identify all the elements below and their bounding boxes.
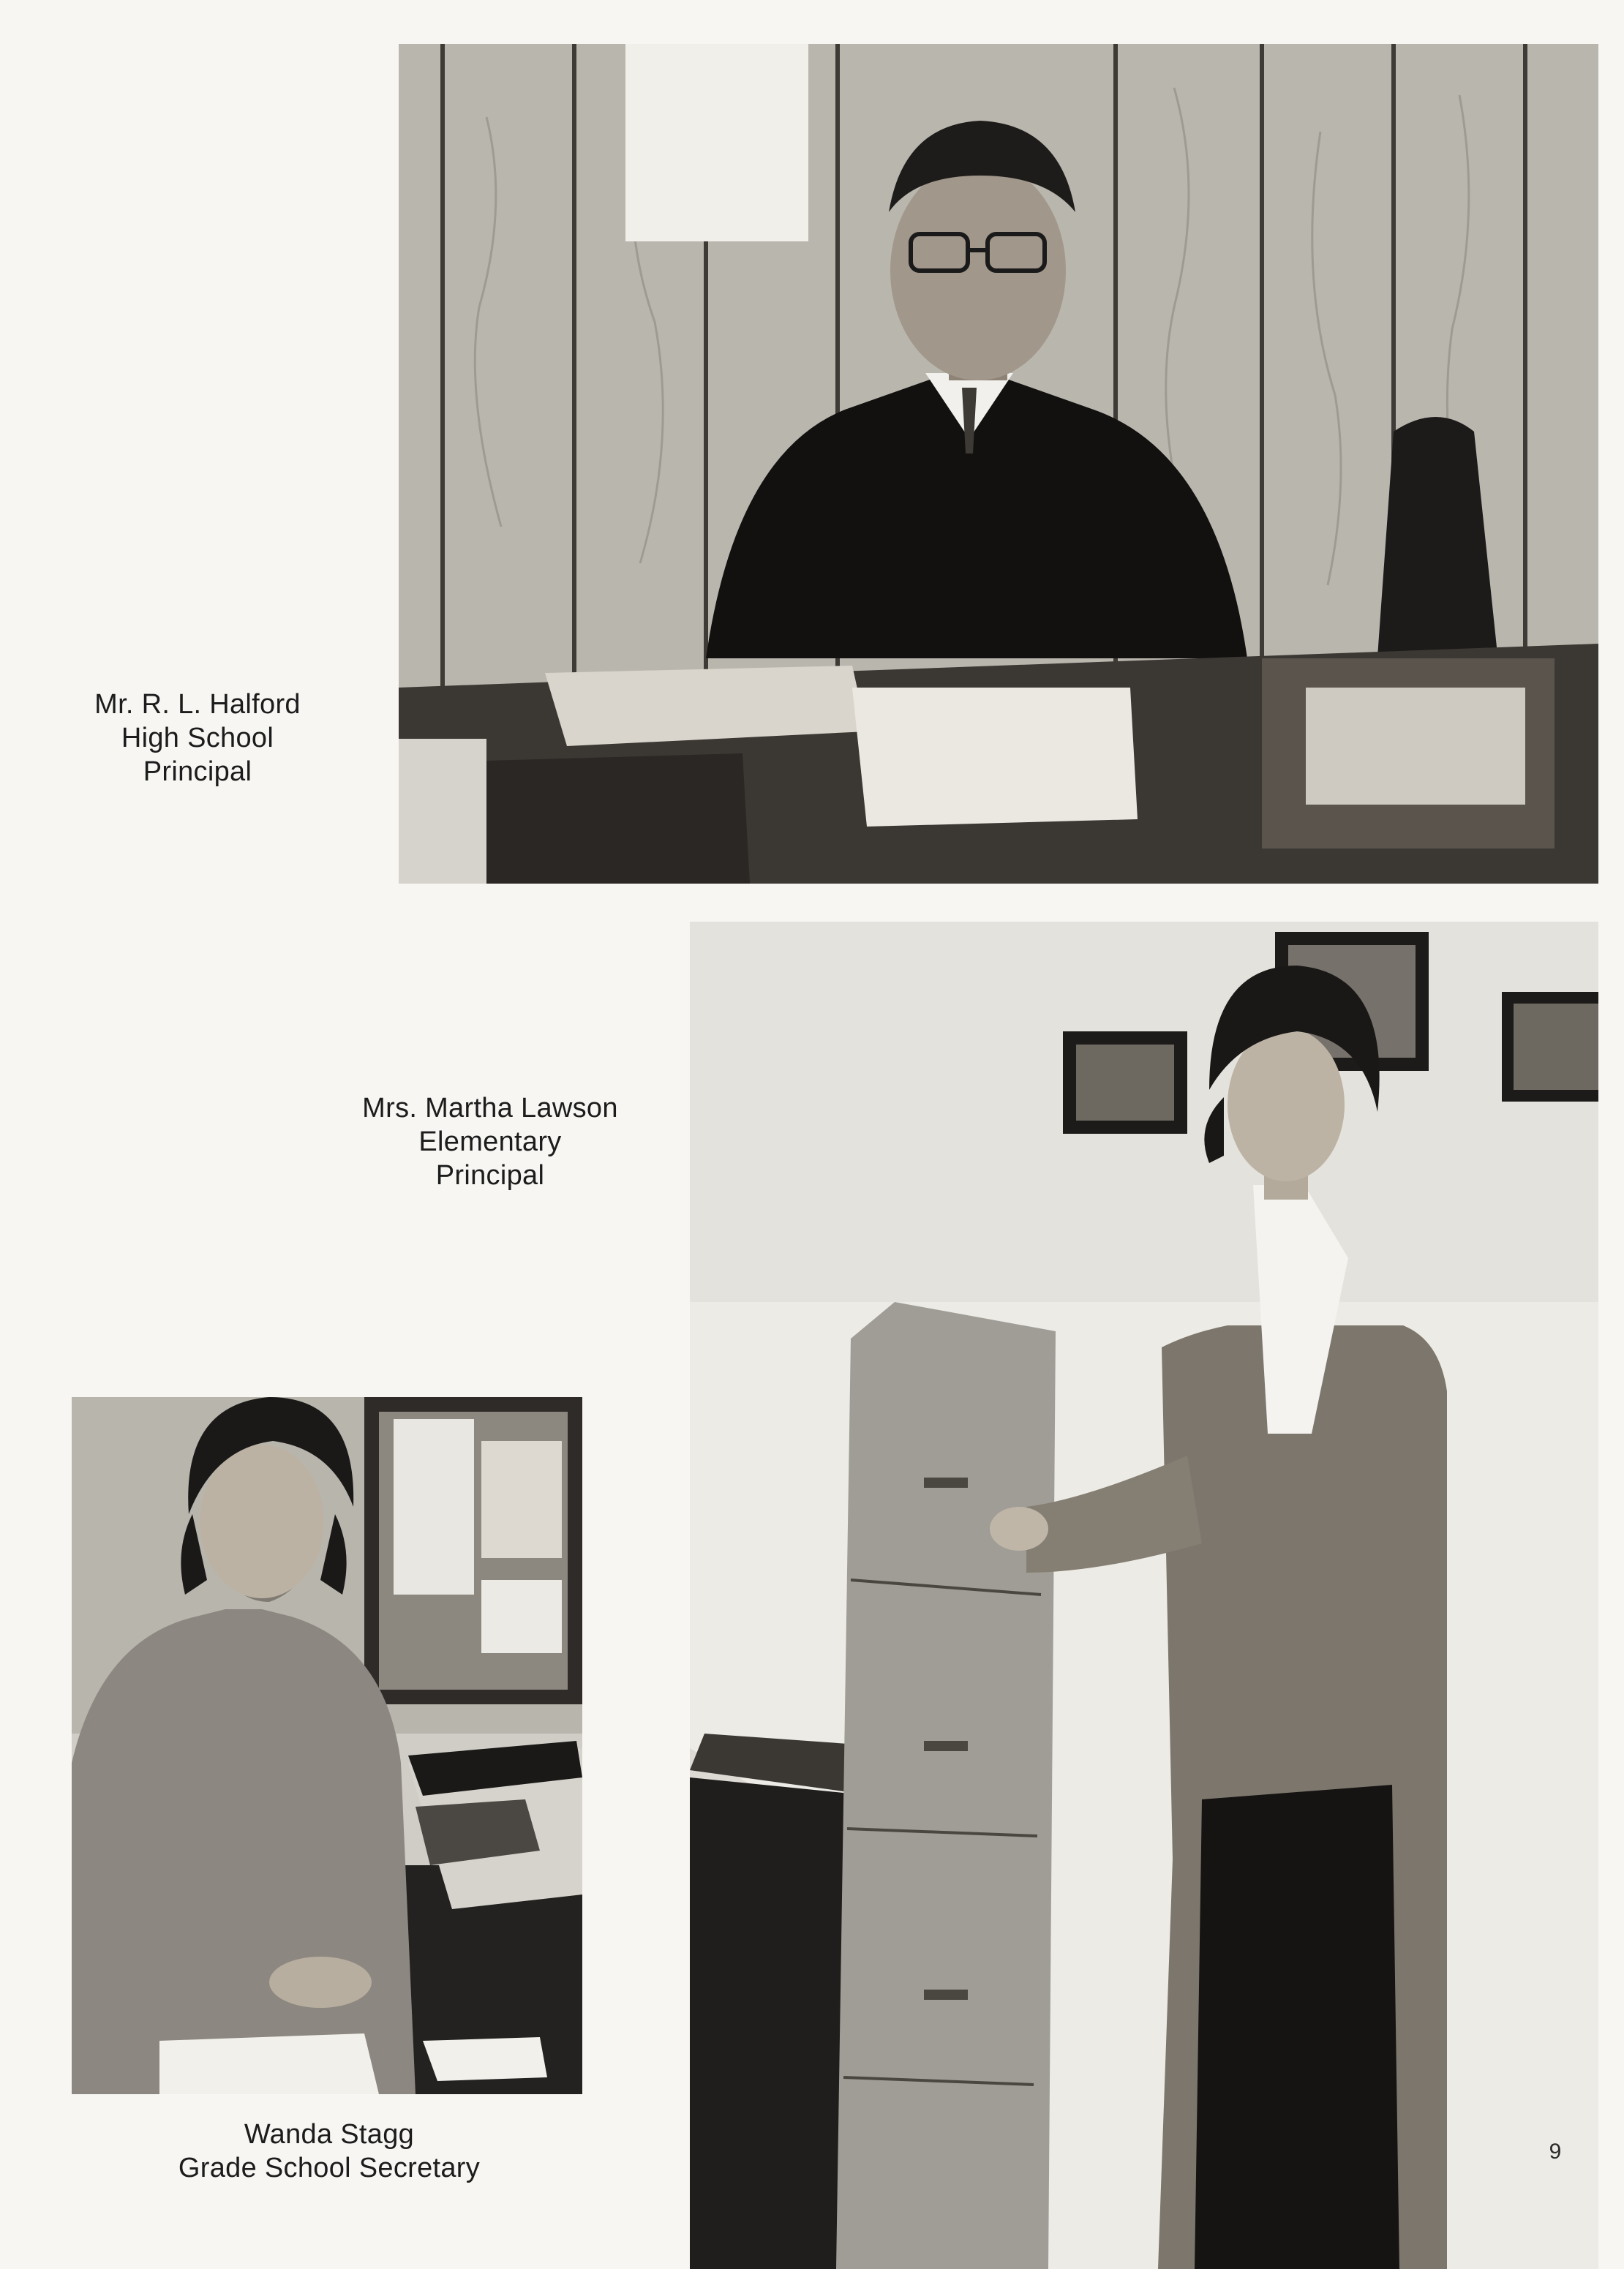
stagg-photo xyxy=(72,1397,582,2094)
halford-photo xyxy=(399,44,1598,884)
caption-lawson-role: Principal xyxy=(435,1160,545,1191)
caption-halford-title: High School xyxy=(121,723,274,753)
caption-halford-name: Mr. R. L. Halford xyxy=(94,689,301,720)
page-number: 9 xyxy=(1549,2140,1562,2164)
caption-lawson xyxy=(337,1091,644,1192)
caption-halford-role: Principal xyxy=(143,756,252,787)
caption-lawson-title: Elementary xyxy=(418,1126,562,1157)
caption-lawson-name: Mrs. Martha Lawson xyxy=(362,1093,618,1124)
lawson-photo xyxy=(690,922,1598,2269)
caption-stagg-name: Wanda Stagg xyxy=(244,2119,415,2150)
caption-stagg-role: Grade School Secretary xyxy=(178,2153,481,2183)
caption-stagg xyxy=(110,2118,549,2185)
caption-halford xyxy=(44,688,351,789)
